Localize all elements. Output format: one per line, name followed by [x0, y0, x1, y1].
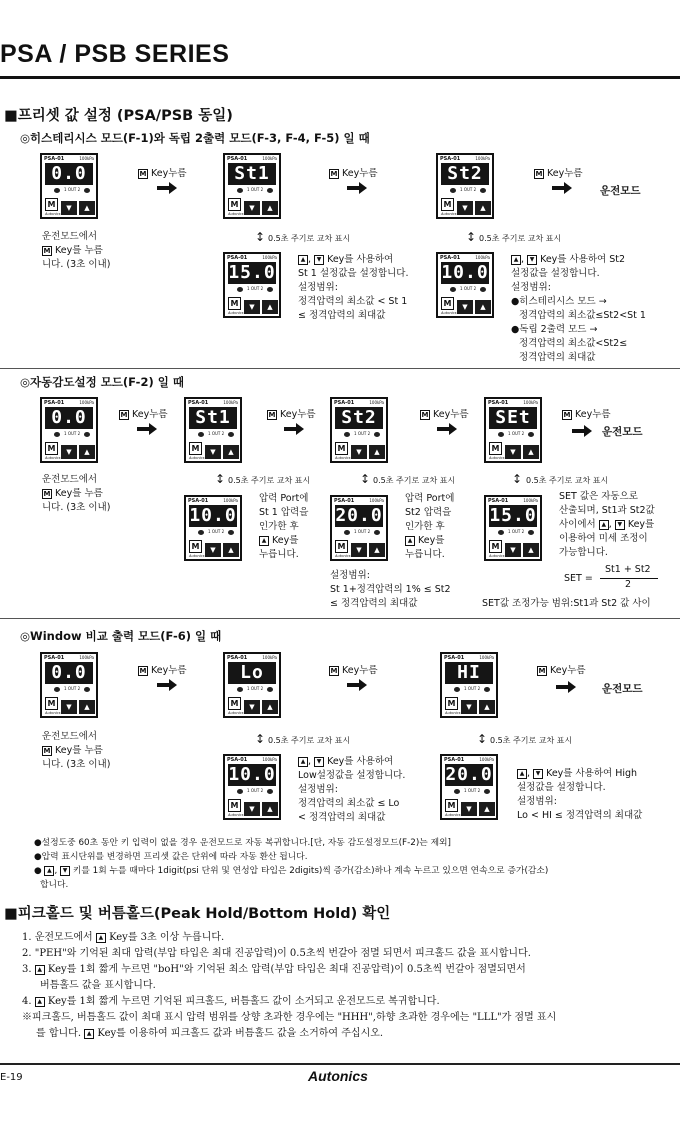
low-setting-text: ▲ , ▼ Key를 사용하여 Low설정값을 설정합니다. 설정범위: 정격압력의 최소값 ≤ Lo < 정격압력의 최대값 [298, 756, 406, 823]
m-key-label: M Key누름 [120, 409, 168, 420]
list-item: ※피크홀드, 버틈홀드 값이 최대 표시 압력 범위를 상향 초과한 경우에는 "HHH",하향 초과한 경우에는 "LLL"가 점멸 표시 [22, 1012, 557, 1023]
device-display: PSA-01 100kPa HI 1 OUT 2 M ▼ ▲ Autonics [440, 652, 498, 718]
list-item: 4. ▲ Key를 1회 짧게 누르면 기억된 피크홀드, 버틈홀드 값이 소거되고 운전모드로 복귀합니다. [22, 996, 440, 1007]
set-formula-lhs: SET = [564, 573, 593, 584]
right-arrow-icon [284, 423, 304, 435]
device-display: PSA-01 100kPa St1 1 OUT 2 M ▼ ▲ Autonics [223, 153, 281, 219]
page-number: E-19 [0, 1072, 23, 1083]
right-arrow-icon [552, 182, 572, 194]
right-arrow-icon [137, 423, 157, 435]
section-divider [0, 618, 680, 619]
device-display: PSA-01 100kPa 0.0 1 OUT 2 M ▼ ▲ Autonics [40, 652, 98, 718]
list-item: 1. 운전모드에서 ▲ Key를 3초 이상 누릅니다. [22, 932, 225, 943]
m-key-label: M Key누름 [330, 168, 378, 179]
m-key-label: M Key누름 [139, 665, 187, 676]
right-arrow-icon [347, 182, 367, 194]
right-arrow-icon [572, 425, 592, 437]
set-formula-denominator: 2 [625, 579, 632, 590]
m-key-label: M Key누름 [535, 168, 583, 179]
device-display: PSA-01 100kPa 15.0 1 OUT 2 M ▼ ▲ Autonics [223, 252, 281, 318]
footer-rule [0, 1063, 680, 1065]
alternate-display-note: 0.5초 주기로 교차 표시 [373, 476, 456, 485]
note-item: ●설정도중 60초 동안 키 입력이 없을 경우 운전모드로 자동 복귀합니다.[단, 자동 감도설정모드(F-2)는 제외] [34, 838, 451, 848]
set-auto-text: SET 값은 자동으로 산출되며, St1과 St2값 사이에서 ▲ , ▼ Key를 이용하여 미세 조정이 가능합니다. [559, 491, 655, 558]
notes-list [34, 836, 548, 892]
list-item: 버틈홀드 값을 표시합니다. [40, 980, 156, 991]
section-divider [0, 368, 680, 369]
brand-logo: Autonics [308, 1068, 368, 1084]
subsection-window: ◎Window 비교 출력 모드(F-6) 일 때 [20, 629, 222, 643]
note-item: ●압력 표시단위를 변경하면 프리셋 값은 단위에 따라 자동 환산 됩니다. [34, 852, 308, 862]
list-item: 3. ▲ Key를 1회 짧게 누르면 "boH"와 기억된 최소 압력(부압 타입은 최대 진공압력)이 0.5초씩 번갈아 점멸되면서 [22, 964, 526, 975]
alternate-arrow-icon: ↕ [255, 732, 266, 746]
device-display: PSA-01 100kPa SEt 1 OUT 2 M ▼ ▲ Autonics [484, 397, 542, 463]
alternate-display-note: 0.5초 주기로 교차 표시 [479, 234, 562, 243]
st2-apply-text: 압력 Port에 St2 압력을 인가한 후 ▲ Key를 누릅니다. [405, 493, 455, 560]
alternate-display-note: 0.5초 주기로 교차 표시 [490, 736, 573, 745]
m-key-label: M Key누름 [563, 409, 611, 420]
alternate-display-note: 0.5초 주기로 교차 표시 [268, 234, 351, 243]
note-item: 합니다. [40, 880, 69, 890]
alternate-display-note: 0.5초 주기로 교차 표시 [228, 476, 311, 485]
st1-apply-text: 압력 Port에 St 1 압력을 인가한 후 ▲ Key를 누릅니다. [259, 493, 309, 560]
right-arrow-icon [157, 182, 177, 194]
alternate-arrow-icon: ↕ [255, 230, 266, 244]
right-arrow-icon [437, 423, 457, 435]
m-key-label: M Key누름 [268, 409, 316, 420]
device-display: PSA-01 100kPa 20.0 1 OUT 2 M ▼ ▲ Autonics [440, 754, 498, 820]
device-display: PSA-01 100kPa 10.0 1 OUT 2 M ▼ ▲ Autonics [436, 252, 494, 318]
run-mode-label: 운전모드 [602, 683, 643, 695]
alternate-arrow-icon: ↕ [477, 732, 488, 746]
m-key-label: M Key누름 [421, 409, 469, 420]
device-display: PSA-01 100kPa St2 1 OUT 2 M ▼ ▲ Autonics [330, 397, 388, 463]
m-key-label: M Key누름 [139, 168, 187, 179]
device-display: PSA-01 100kPa Lo 1 OUT 2 M ▼ ▲ Autonics [223, 652, 281, 718]
enter-instruction: 운전모드에서 M Key를 누름 니다. (3초 이내) [42, 474, 111, 513]
st2-setting-text: ▲ , ▼ Key를 사용하여 St2 설정값을 설정합니다. 설정범위: ●히스테리시스 모드 → 정격압력의 최소값≤St2<St 1 ●독립 2출력 모드 → 정격압력의 최소값<St2≤ 정격압력의 최대값 [511, 254, 646, 363]
subsection-auto-sensitivity: ◎자동감도설정 모드(F-2) 일 때 [20, 375, 184, 389]
right-arrow-icon [347, 679, 367, 691]
header-rule [0, 76, 680, 79]
device-display: PSA-01 100kPa 15.0 1 OUT 2 M ▼ ▲ Autonics [484, 495, 542, 561]
device-display: PSA-01 100kPa 20.0 1 OUT 2 M ▼ ▲ Autonics [330, 495, 388, 561]
peak-hold-list [22, 930, 556, 1042]
device-display: PSA-01 100kPa St2 1 OUT 2 M ▼ ▲ Autonics [436, 153, 494, 219]
set-adjust-range: SET값 조정가능 범위:St1과 St2 값 사이 [482, 598, 651, 609]
device-display: PSA-01 100kPa 0.0 1 OUT 2 M ▼ ▲ Autonics [40, 397, 98, 463]
list-item: 2. "PEH"와 기억된 최대 압력(부압 타입은 최대 진공압력)이 0.5초씩 번갈아 점멸 되면서 피크홀드 값을 표시합니다. [22, 948, 531, 959]
list-item: 를 합니다. ▲ Key를 이용하여 피크홀드 값과 버틈홀드 값을 소거하여 주십시오. [36, 1028, 384, 1039]
run-mode-label: 운전모드 [602, 426, 643, 438]
m-key-label: M Key누름 [538, 665, 586, 676]
series-title: PSA / PSB SERIES [0, 40, 230, 68]
section-title-preset: ■프리셋 값 설정 (PSA/PSB 동일) [4, 108, 233, 124]
alternate-display-note: 0.5초 주기로 교차 표시 [526, 476, 609, 485]
alternate-arrow-icon: ↕ [512, 472, 523, 486]
alternate-display-note: 0.5초 주기로 교차 표시 [268, 736, 351, 745]
device-display: PSA-01 100kPa St1 1 OUT 2 M ▼ ▲ Autonics [184, 397, 242, 463]
st1-setting-text: ▲ , ▼ Key를 사용하여 St 1 설정값을 설정합니다. 설정범위: 정격압력의 최소값 < St 1 ≤ 정격압력의 최대값 [298, 254, 409, 321]
alternate-arrow-icon: ↕ [360, 472, 371, 486]
device-display: PSA-01 100kPa 10.0 1 OUT 2 M ▼ ▲ Autonics [184, 495, 242, 561]
note-item: ● ▲ , ▼ 키를 1회 누를 때마다 1digit(psi 단위 및 연성압 타입은 2digits)씩 증가(감소)하나 계속 누르고 있으면 연속으로 증가(감소) [34, 866, 549, 876]
device-display: PSA-01 100kPa 0.0 1 OUT 2 M ▼ ▲ Autonics [40, 153, 98, 219]
subsection-hysteresis: ◎히스테리시스 모드(F-1)와 독립 2출력 모드(F-3, F-4, F-5) 일 때 [20, 131, 370, 145]
alternate-arrow-icon: ↕ [215, 472, 226, 486]
high-setting-text: ▲ , ▼ Key를 사용하여 High 설정값을 설정합니다. 설정범위: Lo < HI ≤ 정격압력의 최대값 [517, 768, 643, 821]
enter-instruction: 운전모드에서 M Key를 누름 니다. (3초 이내) [42, 231, 111, 270]
device-display: PSA-01 100kPa 10.0 1 OUT 2 M ▼ ▲ Autonics [223, 754, 281, 820]
section-title-peak-hold: ■피크홀드 및 버틈홀드(Peak Hold/Bottom Hold) 확인 [4, 906, 391, 922]
st2-range-text: 설정범위: St 1+정격압력의 1% ≤ St2 ≤ 정격압력의 최대값 [330, 570, 451, 609]
set-formula-numerator: St1 + St2 [605, 564, 651, 575]
m-key-label: M Key누름 [330, 665, 378, 676]
right-arrow-icon [556, 681, 576, 693]
alternate-arrow-icon: ↕ [466, 230, 477, 244]
run-mode-label: 운전모드 [600, 185, 641, 197]
enter-instruction: 운전모드에서 M Key를 누름 니다. (3초 이내) [42, 731, 111, 770]
right-arrow-icon [157, 679, 177, 691]
